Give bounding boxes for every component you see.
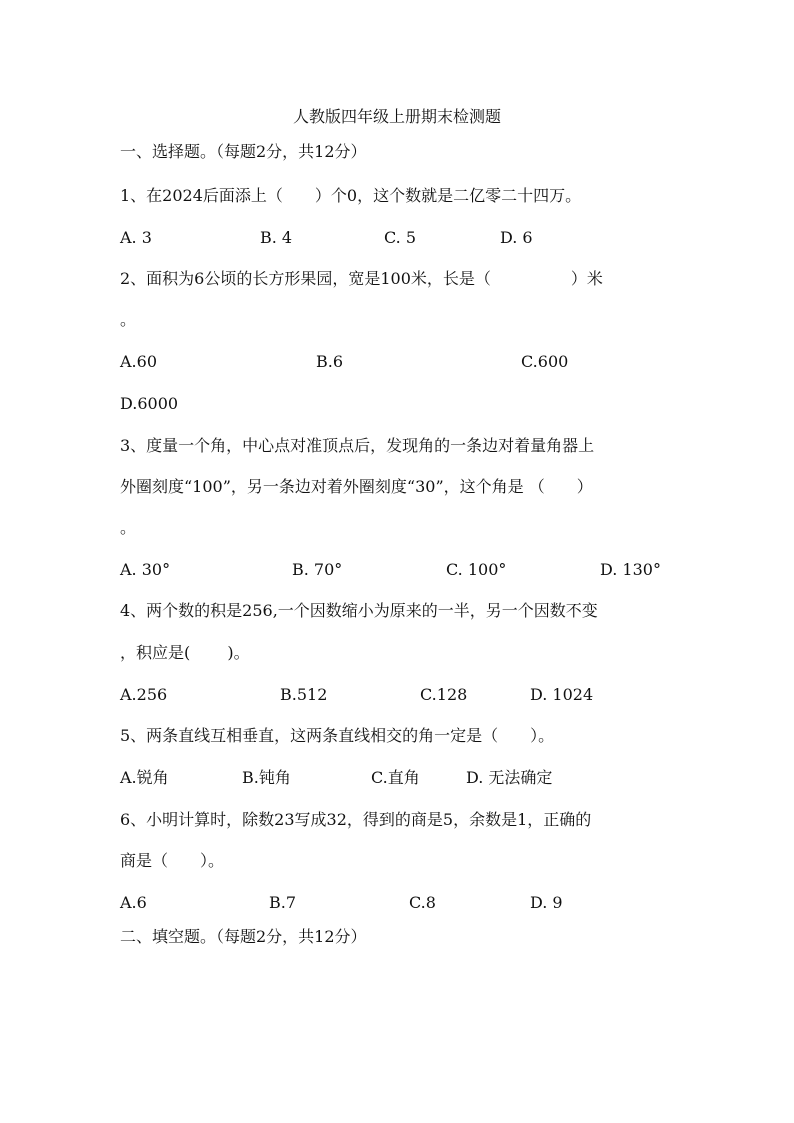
question-5-option-b: B.钝角 [242,768,291,787]
question-3-option-a: A. 30° [120,560,171,579]
question-6-option-c: C.8 [409,893,436,912]
question-6-text-line-2: 商是（ ）。 [120,851,225,870]
question-4-option-d: D. 1024 [530,685,594,704]
question-5-option-a: A.锐角 [120,768,169,787]
question-3-option-c: C. 100° [446,560,507,579]
question-5-option-d: D. 无法确定 [466,768,553,787]
question-5-option-c: C.直角 [371,768,420,787]
question-2-text-line-2: 。 [120,310,137,329]
question-1-option-c: C. 5 [384,228,417,247]
question-4-option-b: B.512 [280,685,328,704]
question-3-text-line-2: 外圈刻度“100”，另一条边对着外圈刻度“30”，这个角是 （ ） [120,477,593,496]
question-1-option-a: A. 3 [120,228,152,247]
question-6-text-line-1: 6、小明计算时，除数23写成32，得到的商是5，余数是1，正确的 [120,810,592,829]
section-heading-fill-in: 二、填空题。（每题2分，共12分） [120,927,367,946]
question-3-option-b: B. 70° [292,560,343,579]
question-3-option-d: D. 130° [600,560,661,579]
question-4-option-a: A.256 [120,685,168,704]
question-2-option-c: C.600 [521,352,569,371]
question-4-text-line-1: 4、两个数的积是256,一个因数缩小为原来的一半，另一个因数不变 [120,601,598,620]
question-2-option-a: A.60 [120,352,157,371]
question-3-text-line-3: 。 [120,518,137,537]
page-title: 人教版四年级上册期末检测题 [292,107,501,126]
question-6-option-d: D. 9 [530,893,563,912]
question-2-option-b: B.6 [316,352,344,371]
section-heading-choice: 一、选择题。（每题2分，共12分） [120,142,367,161]
question-1-option-b: B. 4 [260,228,293,247]
question-2-option-d: D.6000 [120,394,179,413]
question-2-text-line-1: 2、面积为6公顷的长方形果园，宽是100米，长是（ ）米 [120,269,603,288]
question-1-option-d: D. 6 [500,228,533,247]
question-6-option-b: B.7 [269,893,297,912]
question-4-option-c: C.128 [420,685,468,704]
question-4-text-line-2: ，积应是( )。 [120,643,250,662]
question-1-text: 1、在2024后面添上（ ）个0，这个数就是二亿零二十四万。 [120,186,582,205]
question-3-text-line-1: 3、度量一个角，中心点对准顶点后，发现角的一条边对着量角器上 [120,436,595,455]
question-6-option-a: A.6 [120,893,147,912]
question-5-text: 5、两条直线互相垂直，这两条直线相交的角一定是（ ）。 [120,726,555,745]
